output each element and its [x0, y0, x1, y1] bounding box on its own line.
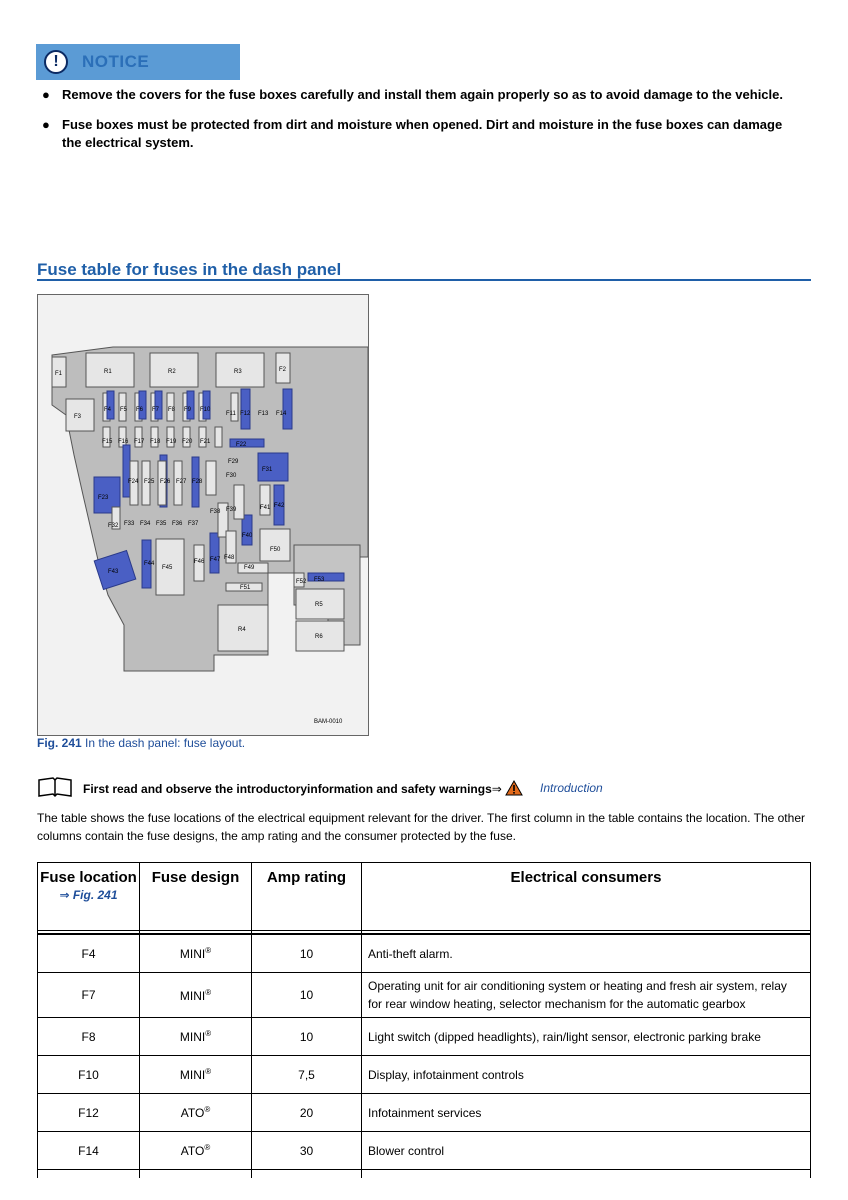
fuse-label-f47: F47 — [210, 557, 221, 563]
fuse-label-f32: F32 — [108, 523, 119, 529]
fuse-label-f27: F27 — [176, 479, 187, 485]
fuse-label-f53: F53 — [314, 577, 325, 583]
table-row — [38, 973, 811, 1018]
figure-caption: Fig. 241 In the dash panel: fuse layout. — [37, 736, 246, 750]
fuse-design: ATO® — [140, 1132, 252, 1170]
fuse-label-f45: F45 — [162, 565, 173, 571]
bullet-icon: ● — [42, 87, 50, 102]
fuse-label-f50: F50 — [270, 547, 281, 553]
notice-title: NOTICE — [82, 52, 150, 71]
consumers: Display, infotainment controls — [362, 1056, 811, 1094]
fuse-label-f17: F17 — [134, 439, 145, 445]
amp-rating: 10 — [252, 973, 362, 1018]
fuse-label-f29: F29 — [228, 459, 239, 465]
svg-text:F2: F2 — [279, 367, 287, 373]
header-location: Fuse location ⇒ Fig. 241 — [38, 863, 140, 931]
fuse-label-f19: F19 — [166, 439, 177, 445]
amp-rating: 10 — [252, 934, 362, 973]
fuse-location: F8 — [38, 1018, 140, 1056]
notice-banner — [36, 44, 240, 80]
intro-paragraph: The table shows the fuse locations of the electrical equipment relevant for the driver. The first column in the table contains the location. The other columns contain the fuse designs, the amp rating and the consumer protected by the fuse. — [37, 811, 805, 843]
fuse-label-f15: F15 — [102, 439, 113, 445]
fuse-label-f18: F18 — [150, 439, 161, 445]
fuse-label-f16: F16 — [118, 439, 129, 445]
fuse-label-f44: F44 — [144, 561, 155, 567]
fuse-label-f49: F49 — [244, 565, 255, 571]
fuse-label-f9: F9 — [184, 407, 192, 413]
fuse-label-f7: F7 — [152, 407, 160, 413]
fuse-design: MINI® — [140, 1018, 252, 1056]
fuse-label-f30: F30 — [226, 473, 237, 479]
exclamation-icon: ! — [44, 50, 68, 74]
notice-item: ● Remove the covers for the fuse boxes carefully and install them again properly so as to avoid damage to the vehicle. — [42, 87, 783, 102]
figure-ref-link[interactable]: ⇒ Fig. 241 — [59, 888, 118, 902]
introduction-link[interactable]: Introduction — [540, 781, 603, 795]
header-design: Fuse design — [140, 863, 252, 931]
warning-triangle-icon — [505, 780, 523, 796]
fuse-label-f25: F25 — [144, 479, 155, 485]
header-consumers: Electrical consumers — [362, 863, 811, 931]
fuse-label-f35: F35 — [156, 521, 167, 527]
consumers: Infotainment services — [362, 1094, 811, 1132]
fuse-label-f5: F5 — [120, 407, 128, 413]
relay-label-r2: R2 — [168, 369, 176, 375]
fuse-label-f51: F51 — [240, 585, 251, 591]
fuse-location: F14 — [38, 1132, 140, 1170]
fuse-label-f33: F33 — [124, 521, 135, 527]
fuse-label-f10: F10 — [200, 407, 211, 413]
fuse-table — [37, 862, 811, 1178]
svg-text:F1: F1 — [55, 371, 63, 377]
relay-label-r4: R4 — [238, 627, 246, 633]
relay-label-r1: R1 — [104, 369, 112, 375]
table-row — [38, 934, 811, 973]
fuse-design: MINI® — [140, 973, 252, 1018]
fuse-label-f37: F37 — [188, 521, 199, 527]
table-row — [38, 1094, 811, 1132]
amp-rating: 7,5 — [252, 1056, 362, 1094]
fuse-label-f28: F28 — [192, 479, 203, 485]
fuse-location: F4 — [38, 934, 140, 973]
consumers: Anti-theft alarm. — [362, 934, 811, 973]
relay-label-r6: R6 — [315, 634, 323, 640]
fuse-label-f48: F48 — [224, 555, 235, 561]
fuse-label-f23: F23 — [98, 495, 109, 501]
fuse-box-diagram — [38, 295, 368, 735]
fuse-location: F12 — [38, 1094, 140, 1132]
amp-rating: 10 — [252, 1018, 362, 1056]
section-title: Fuse table for fuses in the dash panel — [37, 260, 342, 279]
fuse-design: ATO® — [140, 1094, 252, 1132]
section-divider — [37, 279, 811, 281]
relay-label-r5: R5 — [315, 602, 323, 608]
fuse-label-f38: F38 — [210, 509, 221, 515]
relay-label-r3: R3 — [234, 369, 242, 375]
fuse-location: F10 — [38, 1056, 140, 1094]
consumers: Light switch (dipped headlights), rain/light sensor, electronic parking brake — [362, 1018, 811, 1056]
fuse-label-f14: F14 — [276, 411, 287, 417]
fuse-location: F7 — [38, 973, 140, 1018]
fuse-label-f24: F24 — [128, 479, 139, 485]
fuse-label-f52: F52 — [296, 579, 307, 585]
fuse-label-f41: F41 — [260, 505, 271, 511]
fuse-label-f43: F43 — [108, 569, 119, 575]
svg-text:F3: F3 — [74, 414, 82, 420]
fuse-label-f12: F12 — [240, 411, 251, 417]
fuse-label-f11: F11 — [226, 411, 236, 417]
fuse-label-f4: F4 — [104, 407, 112, 413]
fuse-label-f46: F46 — [194, 559, 205, 565]
consumers: Operating unit for air conditioning system or heating and fresh air system, relay for rear window heating, selector mechanism for the automatic gearbox — [362, 973, 811, 1018]
fuse-label-f22: F22 — [236, 442, 247, 448]
fuse-label-f31: F31 — [262, 467, 273, 473]
fuse-label-f26: F26 — [160, 479, 171, 485]
fuse-label-f36: F36 — [172, 521, 183, 527]
fuse-label-f40: F40 — [242, 533, 253, 539]
fuse-label-f20: F20 — [182, 439, 193, 445]
bullet-icon: ● — [42, 117, 50, 132]
fuse-label-f13: F13 — [258, 411, 269, 417]
consumers: Blower control — [362, 1132, 811, 1170]
notice-list — [42, 86, 802, 164]
fuse-label-f21: F21 — [200, 439, 211, 445]
figure-code: BAM-0010 — [314, 719, 343, 725]
fuse-label-f6: F6 — [136, 407, 144, 413]
header-amp: Amp rating — [252, 863, 362, 931]
table-row — [38, 1056, 811, 1094]
fuse-label-f42: F42 — [274, 503, 285, 509]
fuse-design: MINI® — [140, 1056, 252, 1094]
fuse-label-f34: F34 — [140, 521, 151, 527]
warning-text: First read and observe the introductoryinformation and safety warnings⇒ — [83, 780, 523, 796]
amp-rating: 30 — [252, 1132, 362, 1170]
notice-item: ● Fuse boxes must be protected from dirt and moisture when opened. Dirt and moisture in the fuse boxes can damage the electrical system. — [42, 117, 783, 150]
fuse-design: MINI® — [140, 934, 252, 973]
table-row-partial — [38, 1170, 811, 1179]
table-row — [38, 1018, 811, 1056]
fuse-layout-figure — [37, 294, 369, 736]
fuse-label-f39: F39 — [226, 507, 237, 513]
amp-rating: 20 — [252, 1094, 362, 1132]
table-header-row — [38, 863, 811, 931]
fuse-label-f8: F8 — [168, 407, 176, 413]
table-row — [38, 1132, 811, 1170]
book-icon — [37, 776, 73, 798]
